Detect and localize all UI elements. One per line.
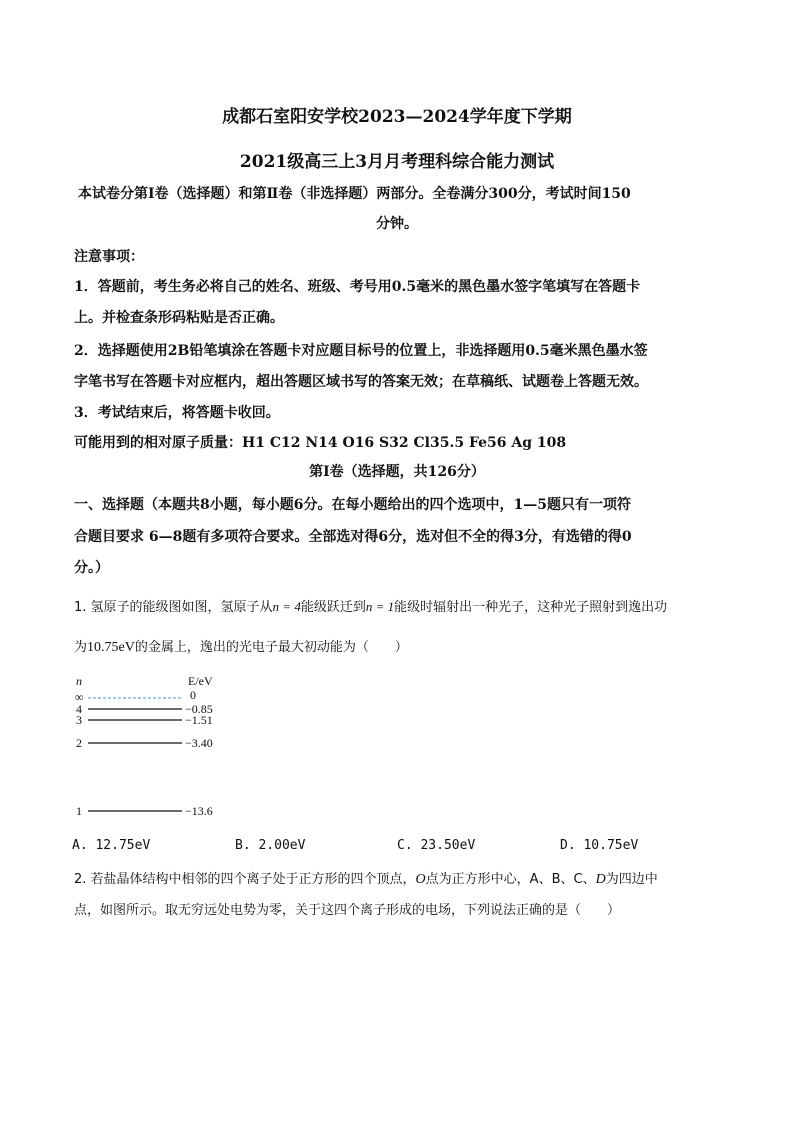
q1-option-a[interactable]: A. 12.75eV [72,838,151,853]
level-inf-n: ∞ [75,690,84,704]
notes-heading: 注意事项： [74,249,144,265]
question-2-line1 [74,868,658,888]
q1-option-d[interactable]: D. 10.75eV [560,838,639,853]
q1-option-c[interactable]: C. 23.50eV [397,838,476,853]
question-2-line2: 点，如图所示。取无穷远处电势为零，关于这四个离子形成的电场，下列说法正确的是（ ） [74,903,621,918]
question-1-line1 [74,596,667,615]
q1-n-to: n = 1 [365,599,395,614]
q1-text-b: 能级跃迁到 [300,600,366,615]
level-2-n: 2 [76,736,82,750]
q1-option-b[interactable]: B. 2.00eV [235,838,306,853]
q2-d-label: D [595,872,606,887]
note-item2-line1: 2．选择题使用2B铅笔填涂在答题卡对应题目标号的位置上，非选择题用0.5毫米黑色墨水签 [74,343,648,359]
section-title: 第Ⅰ卷（选择题，共126分） [309,464,485,480]
diagram-n-label: n [76,674,82,688]
q1-text-d: 为 [74,640,88,655]
energy-level-diagram [70,670,250,830]
level-1-n: 1 [76,804,82,818]
intro-line2: 分钟。 [376,216,418,232]
q2-o-label: O [415,872,426,887]
q1-n-from: n = 4 [272,599,301,614]
section-instr-line2: 合题目要求 6—8题有多项符合要求。全部选对得6分，选对但不全的得3分，有选错的得0 [74,529,632,545]
level-4-e: −0.85 [185,702,213,716]
note-item3: 3．考试结束后，将答题卡收回。 [74,405,280,421]
note-item2-line2: 字笔书写在答题卡对应框内，超出答题区域书写的答案无效；在草稿纸、试题卷上答题无效。 [74,374,648,390]
level-4-n: 4 [76,702,82,716]
exam-title-line2: 2021级高三上3月月考理科综合能力测试 [239,152,555,172]
note-item1-line1: 1．答题前，考生务必将自己的姓名、班级、考号用0.5毫米的黑色墨水签字笔填写在答题卡 [74,279,641,295]
q2-text-c: 为四边中 [605,872,658,887]
q1-text-a: 1. 氢原子的能级图如图，氢原子从 [74,600,273,615]
q1-work-function: 10.75eV [87,640,135,655]
intro-line1: 本试卷分第Ⅰ卷（选择题）和第Ⅱ卷（非选择题）两部分。全卷满分300分，考试时间150 [78,186,631,202]
level-1-e: −13.6 [185,804,213,818]
diagram-e-label: E/eV [188,674,213,688]
level-2-e: −3.40 [185,736,213,750]
exam-title-line1: 成都石室阳安学校2023—2024学年度下学期 [222,107,572,127]
level-3-n: 3 [76,713,82,727]
note-item1-line2: 上。并检查条形码粘贴是否正确。 [74,310,284,326]
atomic-masses: 可能用到的相对原子质量：H1 C12 N14 O16 S32 Cl35.5 Fe56 Ag 108 [74,435,567,451]
q1-text-e: 的金属上，逸出的光电子最大初动能为（ ） [134,640,408,655]
q2-text-b: 点为正方形中心，A、B、C、 [425,872,596,887]
q2-text-a: 2. 若盐晶体结构中相邻的四个离子处于正方形的四个顶点， [74,872,416,887]
level-3-e: −1.51 [185,713,213,727]
level-inf-e: 0 [190,688,196,702]
q1-text-c: 能级时辐射出一种光子，这种光子照射到逸出功 [394,600,668,615]
section-instr-line3: 分。） [74,560,109,576]
section-instr-line1: 一、选择题（本题共8小题，每小题6分。在每小题给出的四个选项中，1—5题只有一项符 [74,497,631,513]
question-1-line2 [74,636,408,656]
